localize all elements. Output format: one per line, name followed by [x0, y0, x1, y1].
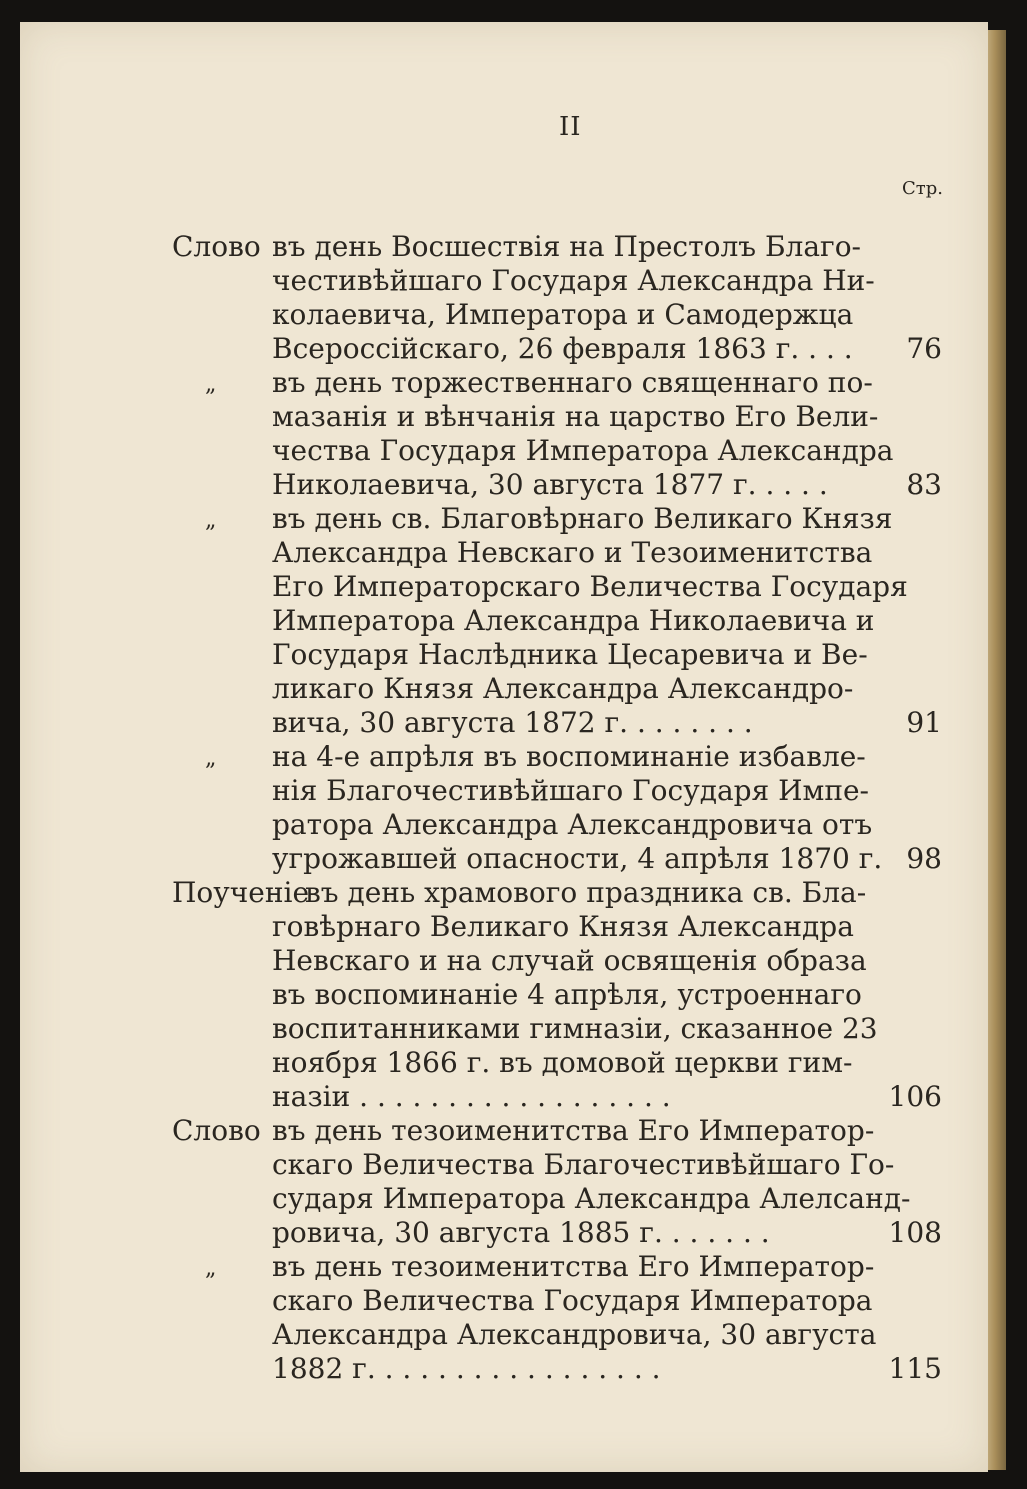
ditto-mark: „	[205, 1256, 217, 1281]
entry-page-number: 106	[888, 1080, 942, 1113]
entry-page-number: 91	[906, 706, 942, 739]
entry-line: Его Императорскаго Величества Государя	[272, 570, 908, 603]
entry-line: скаго Величества Благочестивѣйшаго Го-	[272, 1148, 895, 1181]
entry-line: Невскаго и на случай освященія образа	[272, 944, 867, 977]
entry-line: говѣрнаго Великаго Князя Александра	[272, 910, 854, 943]
entry-page-number: 98	[906, 842, 942, 875]
entry-line: Государя Наслѣдника Цесаревича и Ве-	[272, 638, 868, 671]
entry-lead: Слово	[172, 1114, 261, 1147]
entry-line: скаго Величества Государя Императора	[272, 1284, 873, 1317]
entry-line: въ день тезоименитства Его Император-	[272, 1114, 875, 1147]
page-column-heading: Стр.	[902, 178, 943, 199]
entry-line: 1882 г. . . . . . . . . . . . . . . . .	[272, 1352, 661, 1385]
entry-line: въ день тезоименитства Его Император-	[272, 1250, 875, 1283]
entry-line: въ день храмового праздника св. Бла-	[305, 876, 867, 909]
entry-line: ровича, 30 августа 1885 г. . . . . . .	[272, 1216, 770, 1249]
entry-line: назіи . . . . . . . . . . . . . . . . . .	[272, 1080, 671, 1113]
entry-page-number: 115	[888, 1352, 942, 1385]
entry-line: Всероссійскаго, 26 февраля 1863 г. . . .	[272, 332, 853, 365]
entry-line: мазанія и вѣнчанія на царство Его Вели-	[272, 400, 879, 433]
entry-line: ратора Александра Александровича отъ	[272, 808, 873, 841]
entry-line: угрожавшей опасности, 4 апрѣля 1870 г.	[272, 842, 883, 875]
entry-line: воспитанниками гимназіи, сказанное 23	[272, 1012, 878, 1045]
entry-lead: Поученіе	[172, 876, 310, 909]
ditto-mark: „	[205, 508, 217, 533]
entry-page-number: 108	[888, 1216, 942, 1249]
entry-line: сударя Императора Александра Алелсанд-	[272, 1182, 911, 1215]
entry-line: вича, 30 августа 1872 г. . . . . . . .	[272, 706, 753, 739]
entry-page-number: 83	[906, 468, 942, 501]
entry-line: ликаго Князя Александра Александро-	[272, 672, 854, 705]
entry-line: колаевича, Императора и Самодержца	[272, 298, 854, 331]
entry-lead: Слово	[172, 230, 261, 263]
entry-line: нія Благочестивѣйшаго Государя Импе-	[272, 774, 870, 807]
entry-line: въ день Восшествія на Престолъ Благо-	[272, 230, 862, 263]
entry-line: Императора Александра Николаевича и	[272, 604, 875, 637]
entry-line: въ воспоминаніе 4 апрѣля, устроеннаго	[272, 978, 862, 1011]
entry-line: въ день св. Благовѣрнаго Великаго Князя	[272, 502, 893, 535]
entry-line: на 4-е апрѣля въ воспоминаніе избавле-	[272, 740, 866, 773]
entry-line: въ день торжественнаго священнаго по-	[272, 366, 873, 399]
entry-line: чества Государя Императора Александра	[272, 434, 894, 467]
entry-page-number: 76	[906, 332, 942, 365]
entry-line: Николаевича, 30 августа 1877 г. . . . .	[272, 468, 828, 501]
page-number: II	[559, 112, 582, 142]
entry-line: честивѣйшаго Государя Александра Ни-	[272, 264, 875, 297]
entry-line: Александра Александровича, 30 августа	[272, 1318, 877, 1351]
ditto-mark: „	[205, 372, 217, 397]
entry-line: ноября 1866 г. въ домовой церкви гим-	[272, 1046, 853, 1079]
ditto-mark: „	[205, 746, 217, 771]
entry-line: Александра Невскаго и Тезоименитства	[272, 536, 873, 569]
